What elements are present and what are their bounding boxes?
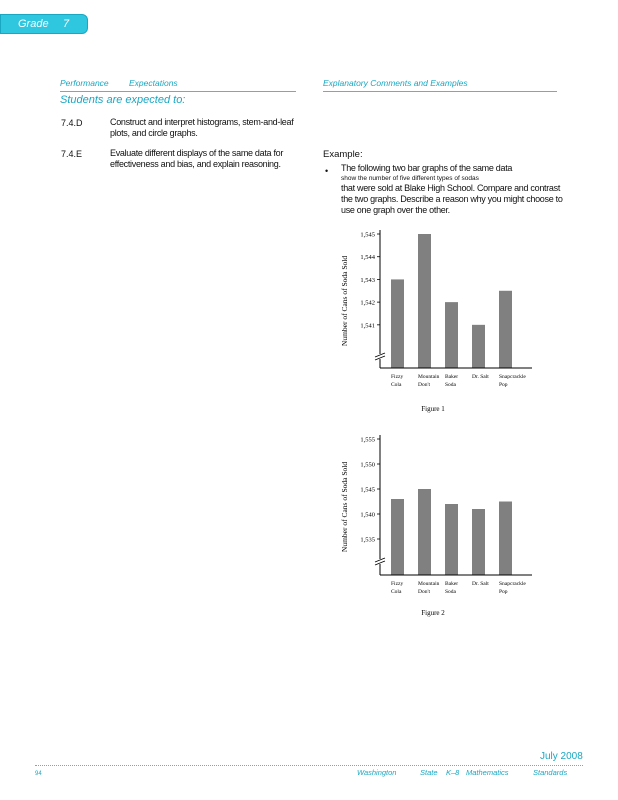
bar	[418, 234, 431, 368]
bullet: •	[325, 166, 329, 176]
x-tick-label: Fizzy	[391, 581, 404, 587]
x-tick-label: Cola	[391, 589, 402, 595]
performance-header: Performance	[60, 78, 109, 88]
figure-caption: Figure 2	[421, 609, 445, 617]
x-tick-label: Cola	[391, 382, 402, 388]
students-expected-subheading: Students are expected to:	[60, 94, 186, 106]
y-tick-label: 1,550	[360, 461, 375, 469]
x-tick-label: Snapcrackle	[499, 374, 526, 380]
bar	[391, 279, 404, 368]
bar	[499, 291, 512, 368]
y-tick-label: 1,543	[360, 276, 375, 284]
y-axis-label: Number of Cans of Soda Sold	[340, 255, 349, 347]
footer-text: Washington	[357, 768, 397, 777]
bar	[445, 302, 458, 368]
expectation-text: Evaluate different displays of the same data for effectiveness and bias, and explain reasoning.	[110, 148, 284, 169]
y-tick-label: 1,545	[360, 486, 375, 494]
footer-text: State	[420, 768, 438, 777]
x-tick-label: Dr. Salt	[472, 374, 489, 380]
x-tick-label: Pop	[499, 589, 508, 595]
footer-divider	[35, 765, 583, 766]
footer-date: July 2008	[540, 751, 583, 762]
y-tick-label: 1,540	[360, 511, 375, 519]
footer-text: Standards	[533, 768, 568, 777]
y-tick-label: 1,542	[360, 299, 375, 307]
expectations-header: Expectations	[129, 78, 178, 88]
y-tick-label: 1,545	[360, 231, 375, 239]
example-line: that were sold at Blake High School. Compare and contrast the two graphs. Describe a reason why you might choose to use one graph over the other.	[341, 183, 563, 215]
x-tick-label: Pop	[499, 382, 508, 388]
comments-header: Explanatory Comments and Examples	[323, 78, 468, 88]
x-tick-label: Fizzy	[391, 374, 404, 380]
expectation-code: 7.4.D	[61, 118, 83, 128]
bar	[418, 489, 431, 575]
right-header-rule	[323, 91, 557, 92]
x-tick-label: Baker	[445, 374, 459, 380]
bar	[499, 502, 512, 576]
page-number: 94	[35, 771, 42, 777]
bar-chart-figure-2	[336, 433, 551, 623]
x-tick-label: Soda	[445, 589, 456, 595]
x-tick-label: Baker	[445, 581, 459, 587]
grade-tab	[0, 14, 88, 34]
y-tick-label: 1,555	[360, 436, 375, 444]
x-tick-label: Mountain	[418, 581, 440, 587]
y-axis-label: Number of Cans of Soda Sold	[340, 461, 349, 553]
bar	[391, 499, 404, 575]
x-tick-label: Don't	[418, 589, 430, 595]
example-line-small: show the number of five different types of sodas	[341, 175, 479, 182]
bar-chart-figure-1	[336, 226, 551, 426]
grade-label: Grade	[18, 18, 49, 30]
x-tick-label: Snapcrackle	[499, 581, 526, 587]
bar	[445, 504, 458, 575]
bar	[472, 325, 485, 368]
y-tick-label: 1,535	[360, 536, 375, 544]
example-line: The following two bar graphs of the same data	[341, 163, 513, 173]
example-label: Example:	[323, 149, 363, 160]
footer-text: K–8	[446, 768, 460, 777]
x-tick-label: Mountain	[418, 374, 440, 380]
y-tick-label: 1,544	[360, 254, 375, 262]
bar	[472, 509, 485, 575]
footer-text: Mathematics	[466, 768, 509, 777]
y-tick-label: 1,541	[360, 322, 375, 330]
expectation-code: 7.4.E	[61, 149, 83, 159]
x-tick-label: Don't	[418, 382, 430, 388]
x-tick-label: Dr. Salt	[472, 581, 489, 587]
x-tick-label: Soda	[445, 382, 456, 388]
grade-number: 7	[63, 18, 70, 30]
example-text	[341, 163, 566, 216]
expectation-text: Construct and interpret histograms, stem-and-leaf plots, and circle graphs.	[110, 117, 294, 138]
left-header-rule	[60, 91, 296, 92]
figure-caption: Figure 1	[421, 405, 445, 413]
